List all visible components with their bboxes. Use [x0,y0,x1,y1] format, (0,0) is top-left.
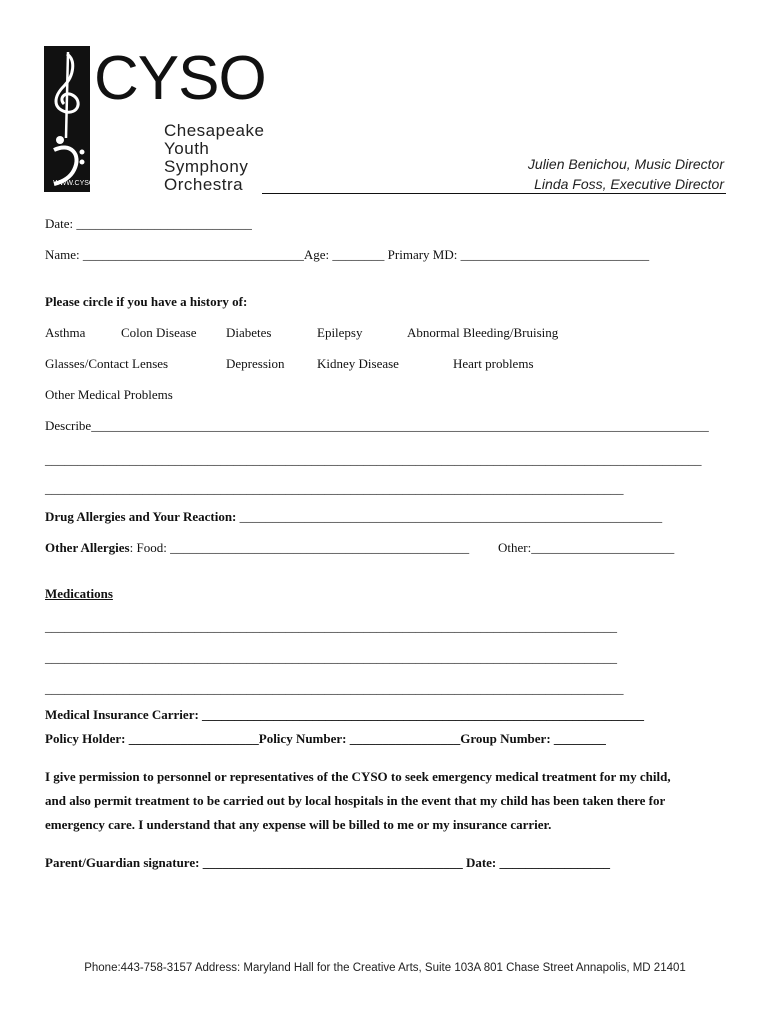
food-allergies-field[interactable]: : Food: ______________________________________________ [129,540,470,555]
logo-word: Orchestra [164,175,244,194]
other-allergies-other-field[interactable]: Other:______________________ [498,540,675,555]
cyso-logo [44,46,294,192]
logo-word: Youth [164,139,210,158]
music-director: Julien Benichou, Music Director [527,156,724,172]
medications-line-2[interactable]: ________________________________________________________________________________________ [45,650,617,665]
other-allergies-row [45,540,469,556]
music-clef-block [44,46,90,192]
logo-url: WWW.CYSOMUSIC.ORG [53,180,135,187]
history-heading: Please circle if you have a history of: [45,294,248,309]
condition-depression[interactable]: Depression [226,356,285,371]
clef-icon [44,46,90,192]
other-allergies-label: Other Allergies [45,540,130,555]
date-field[interactable]: Date: ___________________________ [45,216,252,231]
condition-heart[interactable]: Heart problems [453,356,534,371]
logo-word: Chesapeake [164,121,265,140]
describe-line-3[interactable]: _________________________________________________________________________________________ [45,481,624,496]
describe-field[interactable]: Describe_______________________________________________________________________________________________ [45,418,709,433]
policy-fields[interactable]: Policy Holder: ____________________Policy Number: _________________Group Number: ________ [45,731,606,746]
header-divider [262,193,726,194]
condition-diabetes[interactable]: Diabetes [226,325,272,340]
logo-word: Symphony [164,157,249,176]
guardian-signature-field[interactable]: Parent/Guardian signature: ________________________________________ Date: _________________ [45,855,611,870]
condition-glasses[interactable]: Glasses/Contact Lenses [45,356,169,371]
cyso-wordmark: CYSO [94,44,266,113]
condition-asthma[interactable]: Asthma [45,325,86,340]
drug-allergies-row [45,509,662,525]
insurance-carrier-field[interactable]: Medical Insurance Carrier: ____________________________________________________________________ [45,707,645,722]
permission-text-2: and also permit treatment to be carried out by local hospitals in the event that my child has been taken there for [45,793,666,808]
describe-line-2[interactable]: _____________________________________________________________________________________________________ [45,452,702,467]
condition-colon-disease[interactable]: Colon Disease [121,325,197,340]
directors [528,154,724,194]
condition-epilepsy[interactable]: Epilepsy [317,325,363,340]
executive-director: Linda Foss, Executive Director [534,176,724,192]
drug-allergies-field[interactable]: _________________________________________________________________ [236,509,663,524]
permission-text-3: emergency care. I understand that any expense will be billed to me or my insurance carrier. [45,817,552,832]
footer-contact: Phone:443-758-3157 Address: Maryland Hall for the Creative Arts, Suite 103A 801 Chase Street Annapolis, MD 21401 [84,962,686,974]
drug-allergies-label: Drug Allergies and Your Reaction: [45,509,237,524]
name-age-md-field[interactable]: Name: __________________________________Age: ________ Primary MD: _____________________________ [45,247,650,262]
medications-line-1[interactable]: ________________________________________________________________________________________ [45,619,617,634]
medications-heading: Medications [45,586,113,601]
orchestra-name [164,122,264,194]
condition-other[interactable]: Other Medical Problems [45,387,173,402]
condition-kidney[interactable]: Kidney Disease [317,356,399,371]
condition-bleeding[interactable]: Abnormal Bleeding/Bruising [407,325,559,340]
permission-text-1: I give permission to personnel or representatives of the CYSO to seek emergency medical treatment for my child, [45,769,671,784]
medications-line-3[interactable]: _________________________________________________________________________________________ [45,681,624,696]
